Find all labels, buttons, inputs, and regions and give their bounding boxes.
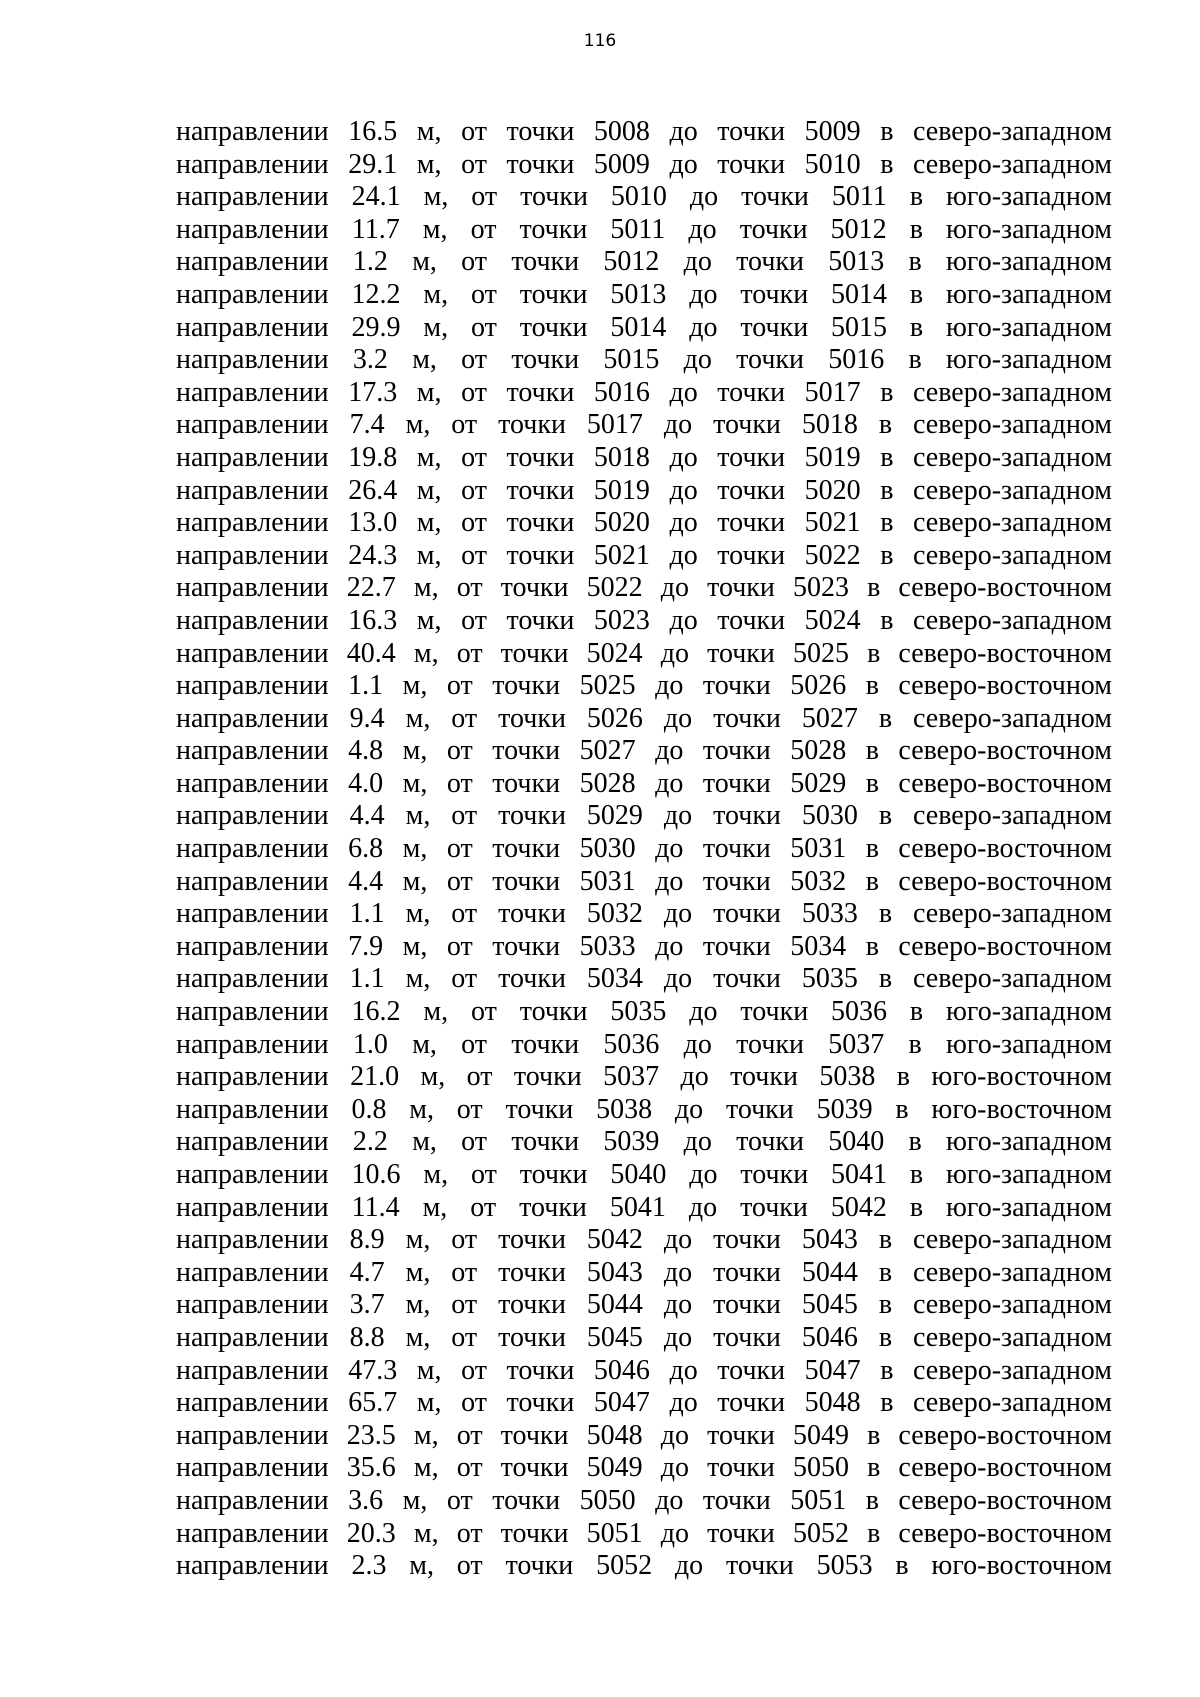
text-line: направлении 35.6 м, от точки 5049 до точки 5050 в северо-восточном — [176, 1452, 1112, 1484]
text-line: направлении 24.1 м, от точки 5010 до точки 5011 в юго-западном — [176, 181, 1112, 213]
text-line: направлении 8.8 м, от точки 5045 до точки 5046 в северо-западном — [176, 1321, 1112, 1353]
text-line: направлении 24.3 м, от точки 5021 до точки 5022 в северо-западном — [176, 539, 1112, 571]
text-line: направлении 1.2 м, от точки 5012 до точки 5013 в юго-западном — [176, 246, 1112, 278]
text-line: направлении 4.7 м, от точки 5043 до точки 5044 в северо-западном — [176, 1256, 1112, 1288]
text-line: направлении 12.2 м, от точки 5013 до точки 5014 в юго-западном — [176, 278, 1112, 310]
text-line: направлении 2.2 м, от точки 5039 до точки 5040 в юго-западном — [176, 1126, 1112, 1158]
text-line: направлении 10.6 м, от точки 5040 до точки 5041 в юго-западном — [176, 1159, 1112, 1190]
text-line: направлении 1.1 м, от точки 5025 до точки 5026 в северо-восточном — [176, 670, 1112, 702]
text-line: направлении 16.3 м, от точки 5023 до точки 5024 в северо-западном — [176, 604, 1112, 636]
text-line: направлении 13.0 м, от точки 5020 до точки 5021 в северо-западном — [176, 507, 1112, 539]
text-line: направлении 19.8 м, от точки 5018 до точки 5019 в северо-западном — [176, 441, 1112, 473]
text-line: направлении 7.9 м, от точки 5033 до точки 5034 в северо-восточном — [176, 930, 1112, 962]
text-line: направлении 29.9 м, от точки 5014 до точки 5015 в юго-западном — [176, 311, 1112, 343]
text-line: направлении 21.0 м, от точки 5037 до точки 5038 в юго-восточном — [176, 1061, 1112, 1093]
text-line: направлении 29.1 м, от точки 5009 до точки 5010 в северо-западном — [176, 148, 1112, 180]
text-line: направлении 9.4 м, от точки 5026 до точки 5027 в северо-западном — [176, 702, 1112, 734]
text-line: направлении 3.7 м, от точки 5044 до точки 5045 в северо-западном — [176, 1289, 1112, 1321]
text-line: направлении 4.4 м, от точки 5031 до точки 5032 в северо-восточном — [176, 865, 1112, 897]
text-line: направлении 1.1 м, от точки 5034 до точки 5035 в северо-западном — [176, 963, 1112, 995]
text-line: направлении 40.4 м, от точки 5024 до точки 5025 в северо-восточном — [176, 637, 1112, 669]
text-line: направлении 7.4 м, от точки 5017 до точки 5018 в северо-западном — [176, 409, 1112, 441]
text-line: направлении 11.7 м, от точки 5011 до точки 5012 в юго-западном — [176, 213, 1112, 245]
text-line: направлении 6.8 м, от точки 5030 до точки 5031 в северо-восточном — [176, 833, 1112, 865]
text-line: направлении 11.4 м, от точки 5041 до точки 5042 в юго-западном — [176, 1191, 1112, 1223]
text-line: направлении 4.8 м, от точки 5027 до точки 5028 в северо-восточном — [176, 735, 1112, 767]
page-number: 116 — [583, 31, 617, 51]
text-line: направлении 23.5 м, от точки 5048 до точки 5049 в северо-восточном — [176, 1419, 1112, 1451]
text-line: направлении 16.5 м, от точки 5008 до точки 5009 в северо-западном — [176, 116, 1112, 147]
text-line: направлении 1.1 м, от точки 5032 до точки 5033 в северо-западном — [176, 898, 1112, 930]
text-line: направлении 65.7 м, от точки 5047 до точки 5048 в северо-западном — [176, 1387, 1112, 1419]
document-body — [176, 116, 1112, 1583]
text-line: направлении 1.0 м, от точки 5036 до точки 5037 в юго-западном — [176, 1028, 1112, 1060]
text-line: направлении 2.3 м, от точки 5052 до точки 5053 в юго-восточном — [176, 1550, 1112, 1582]
text-line: направлении 16.2 м, от точки 5035 до точки 5036 в юго-западном — [176, 996, 1112, 1028]
text-line: направлении 26.4 м, от точки 5019 до точки 5020 в северо-западном — [176, 474, 1112, 506]
text-line: направлении 17.3 м, от точки 5016 до точки 5017 в северо-западном — [176, 376, 1112, 408]
text-line: направлении 4.0 м, от точки 5028 до точки 5029 в северо-восточном — [176, 767, 1112, 799]
text-line: направлении 3.2 м, от точки 5015 до точки 5016 в юго-западном — [176, 344, 1112, 376]
text-line: направлении 4.4 м, от точки 5029 до точки 5030 в северо-западном — [176, 800, 1112, 832]
text-line: направлении 0.8 м, от точки 5038 до точки 5039 в юго-восточном — [176, 1093, 1112, 1125]
text-line: направлении 20.3 м, от точки 5051 до точки 5052 в северо-восточном — [176, 1517, 1112, 1549]
text-line: направлении 22.7 м, от точки 5022 до точки 5023 в северо-восточном — [176, 572, 1112, 604]
text-line: направлении 3.6 м, от точки 5050 до точки 5051 в северо-восточном — [176, 1484, 1112, 1516]
text-line: направлении 47.3 м, от точки 5046 до точки 5047 в северо-западном — [176, 1354, 1112, 1386]
text-line: направлении 8.9 м, от точки 5042 до точки 5043 в северо-западном — [176, 1224, 1112, 1256]
